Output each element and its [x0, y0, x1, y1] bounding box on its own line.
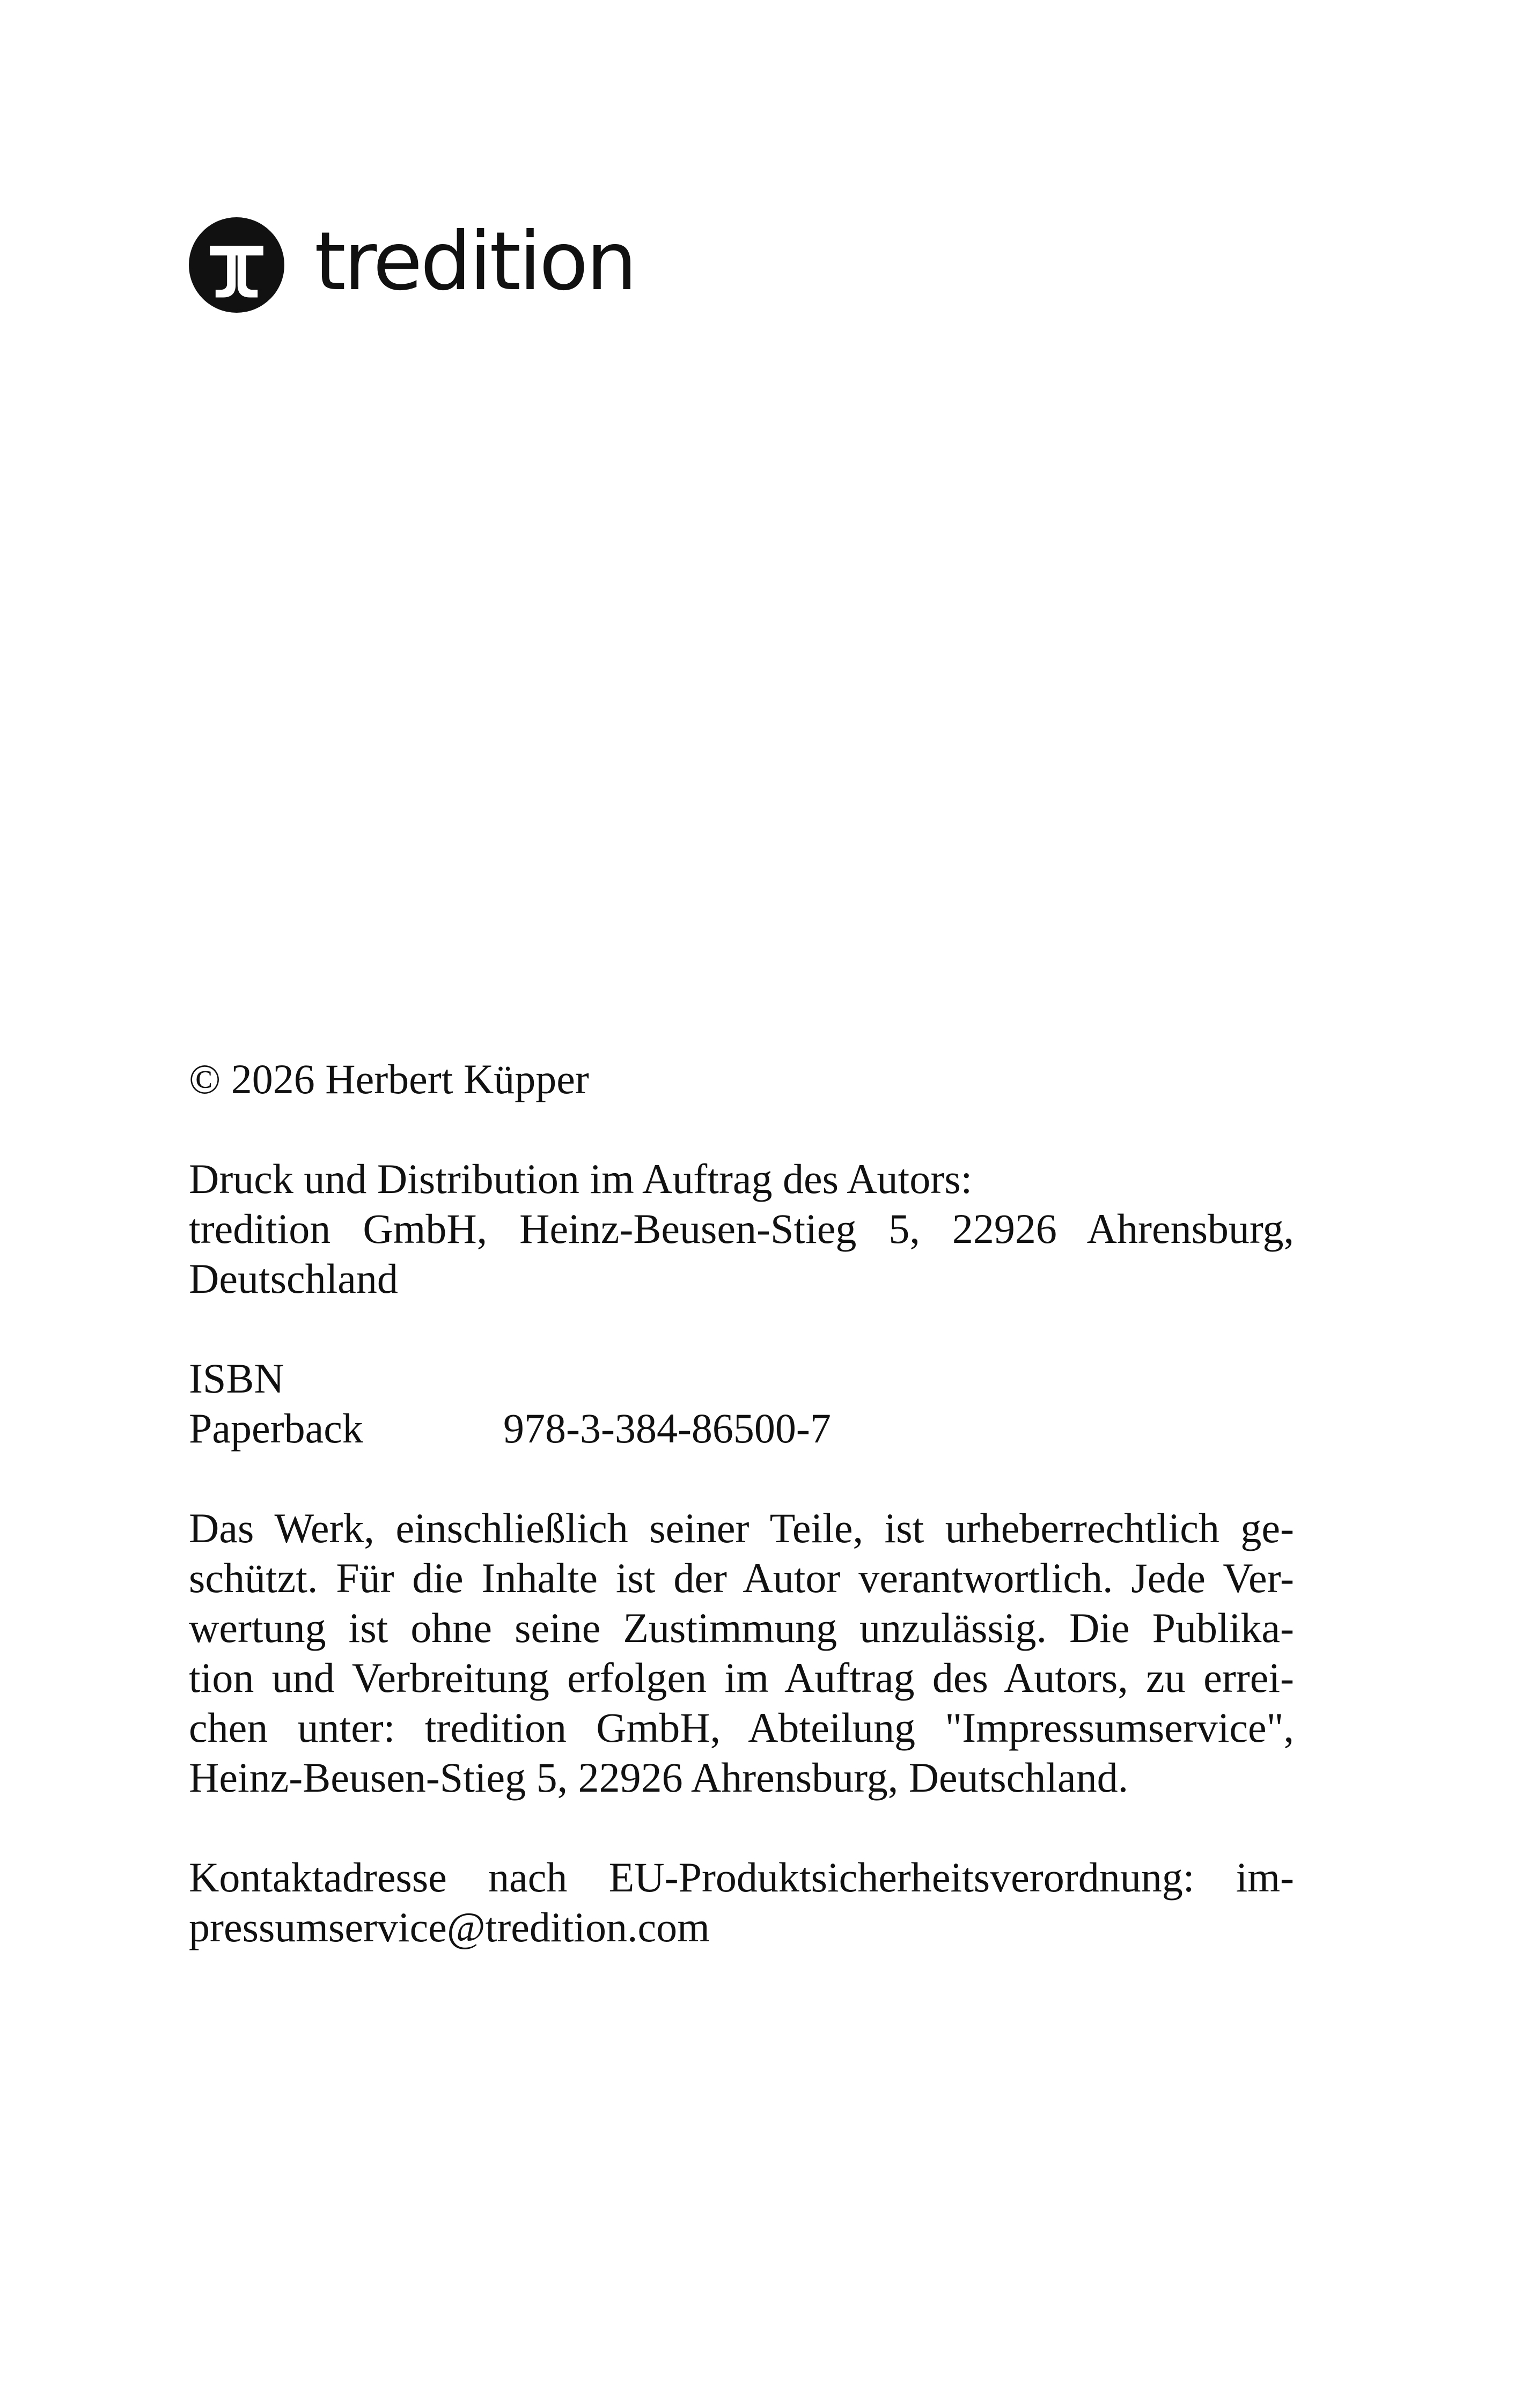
isbn-format: Paperback — [189, 1405, 363, 1452]
publisher-logo — [189, 217, 635, 313]
distribution-notice — [189, 1154, 1294, 1304]
legal-line-2: schützt. Für die Inhalte ist der Autor verantwortlich. Jede Ver- — [189, 1555, 1294, 1601]
legal-line-1: Das Werk, einschließlich seiner Teile, ist urheberrechtlich ge- — [189, 1505, 1294, 1551]
contact-notice — [189, 1852, 1294, 1952]
legal-line-6: Heinz-Beusen-Stieg 5, 22926 Ahrensburg, Deutschland. — [189, 1754, 1129, 1801]
distribution-line-2: tredition GmbH, Heinz-Beusen-Stieg 5, 22926 Ahrensburg, — [189, 1205, 1294, 1252]
copyright-notice — [189, 1054, 1294, 1104]
legal-notice — [189, 1503, 1294, 1802]
distribution-line-1: Druck und Distribution im Auftrag des Autors: — [189, 1155, 973, 1202]
distribution-line-3: Deutschland — [189, 1255, 398, 1302]
isbn-block — [189, 1353, 1294, 1453]
tredition-logo-icon — [189, 217, 284, 313]
imprint-text — [189, 1054, 1294, 2002]
contact-email: pressumservice@tredition.com — [189, 1904, 710, 1950]
copyright-line: © 2026 Herbert Küpper — [189, 1056, 589, 1102]
legal-line-5: chen unter: tredition GmbH, Abteilung "Impressumservice", — [189, 1704, 1294, 1751]
legal-line-3: wertung ist ohne seine Zustimmung unzulässig. Die Publika- — [189, 1604, 1294, 1651]
publisher-wordmark: tredition — [314, 215, 635, 308]
isbn-number: 978-3-384-86500-7 — [503, 1405, 831, 1452]
contact-line-1: Kontaktadresse nach EU-Produktsicherheitsverordnung: im- — [189, 1854, 1294, 1901]
isbn-row — [189, 1403, 1294, 1453]
isbn-heading: ISBN — [189, 1355, 284, 1402]
legal-line-4: tion und Verbreitung erfolgen im Auftrag des Autors, zu errei- — [189, 1654, 1294, 1701]
